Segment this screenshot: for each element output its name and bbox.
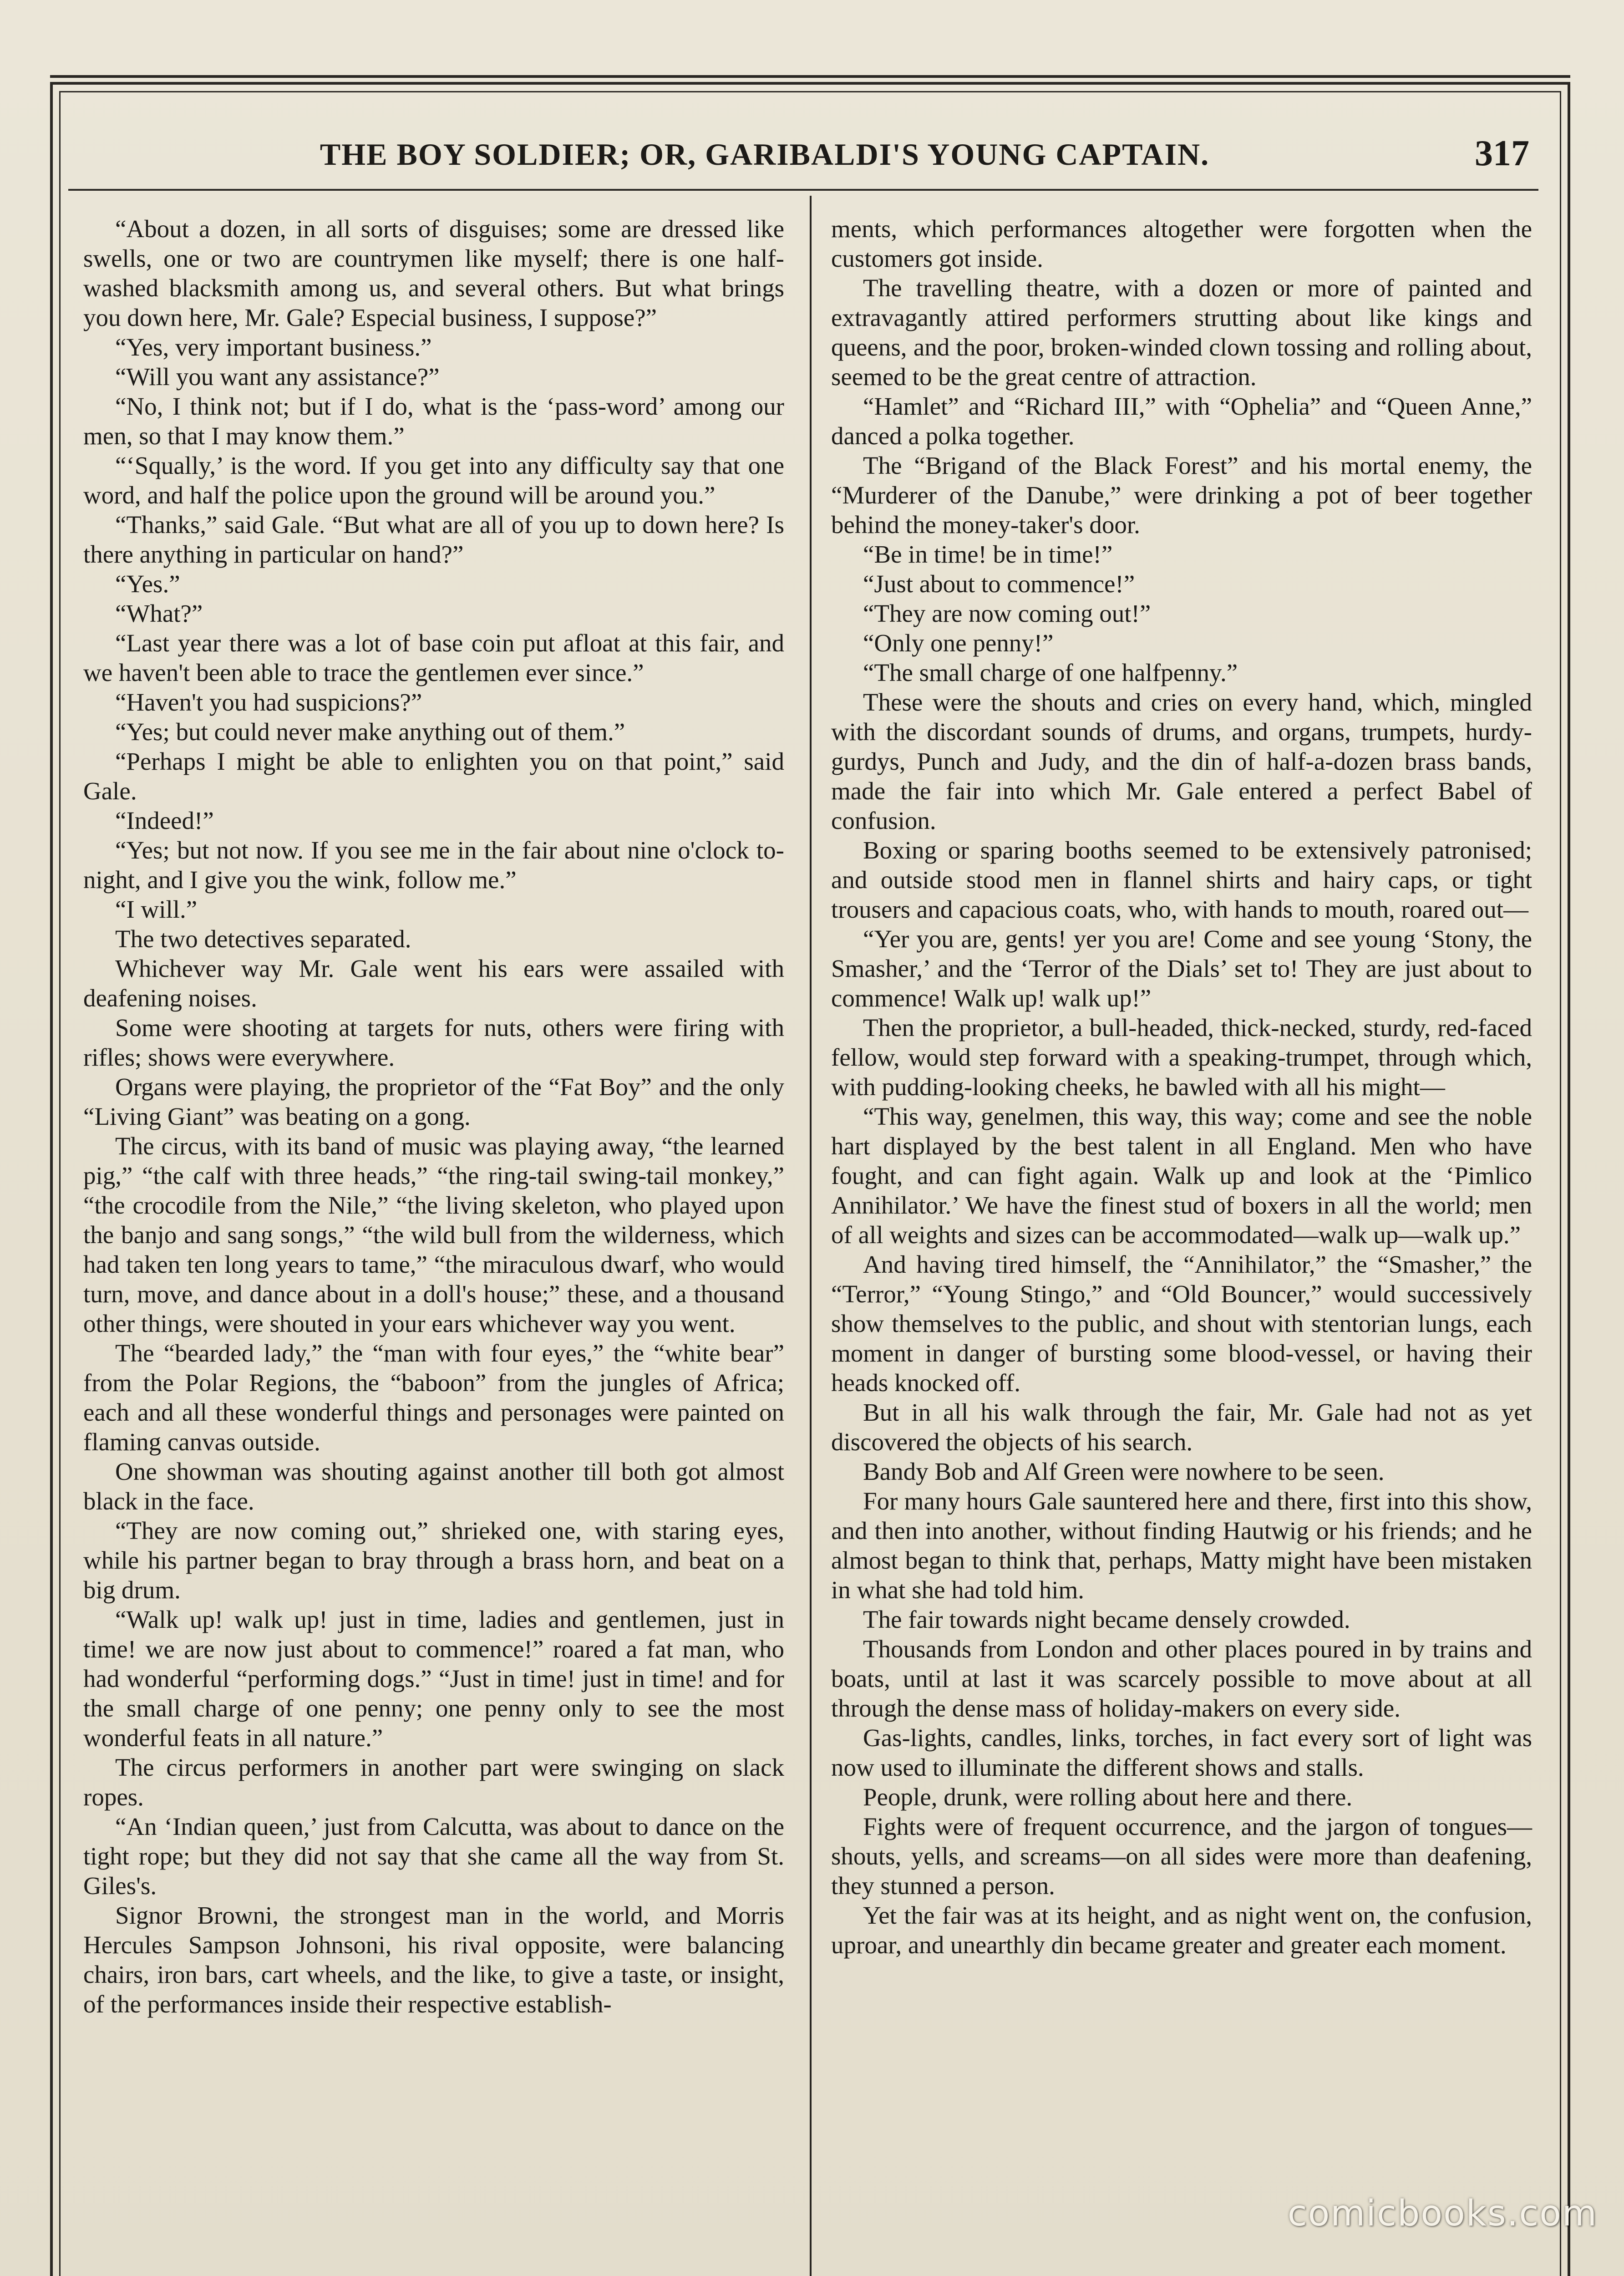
paragraph: “‘Squally,’ is the word. If you get into any difficulty say that one word, and half the police upon the ground will be around you.” — [83, 452, 784, 509]
paragraph: And having tired himself, the “Annihilator,” the “Smasher,” the “Terror,” “Young Stingo,” and “Old Bouncer,” would successively show themselves to the public, and shout with stentorian lungs, each moment in danger of bursting some blood-vessel, or having their heads knocked off. — [831, 1250, 1532, 1397]
paragraph: “Perhaps I might be able to enlighten you on that point,” said Gale. — [83, 747, 784, 805]
paragraph: Signor Browni, the strongest man in the world, and Morris Hercules Sampson Johnsoni, his rival opposite, were balancing chairs, iron bars, cart wheels, and the like, to give a taste, or insight, of the performances inside their respective establish- — [83, 1901, 784, 2018]
paragraph: ments, which performances altogether were forgotten when the customers got inside. — [831, 215, 1532, 272]
paragraph: “Be in time! be in time!” — [863, 540, 1113, 568]
paragraph: One showman was shouting against another till both got almost black in the face. — [83, 1458, 784, 1515]
header-rule — [68, 189, 1538, 191]
paragraph: “Only one penny!” — [863, 629, 1054, 657]
paragraph: “What?” — [115, 599, 203, 627]
paragraph: Gas-lights, candles, links, torches, in fact every sort of light was now used to illuminate the different shows and stalls. — [831, 1724, 1532, 1781]
paragraph: “Last year there was a lot of base coin put afloat at this fair, and we haven't been able to trace the gentlemen ever since.” — [83, 629, 784, 686]
paragraph: The circus, with its band of music was playing away, “the learned pig,” “the calf with three heads,” “the ring-tail swing-tail monkey,” “the crocodile from the Nile,” “the living skeleton, who played upon the banjo and sang songs,” “the wild bull from the wilderness, which had taken ten long years to tame,” “the miraculous dwarf, who would turn, move, and dance about in a doll's house;” these, and a thousand other things, were shouted in your ears whichever way you went. — [83, 1132, 784, 1337]
paragraph: “I will.” — [115, 895, 198, 923]
paragraph: These were the shouts and cries on every hand, which, mingled with the discordant sounds of drums, and organs, trumpets, hurdy-gurdys, Punch and Judy, and the din of half-a-dozen brass bands, made the fair into which Mr. Gale entered a perfect Babel of confusion. — [831, 688, 1532, 834]
paragraph: The circus performers in another part were swinging on slack ropes. — [83, 1753, 784, 1811]
paragraph: But in all his walk through the fair, Mr. Gale had not as yet discovered the objects of his search. — [831, 1398, 1532, 1456]
column-divider — [810, 196, 812, 2276]
paragraph: Thousands from London and other places poured in by trains and boats, until at last it was scarcely possible to move about at all through the dense mass of holiday-makers on every side. — [831, 1635, 1532, 1722]
paragraph: “Walk up! walk up! just in time, ladies and gentlemen, just in time! we are now just about to commence!” roared a fat man, who had wonderful “performing dogs.” “Just in time! just in time! and for the small charge of one penny; one penny only to see the most wonderful feats in all nature.” — [83, 1605, 784, 1752]
paragraph: Boxing or sparing booths seemed to be extensively patronised; and outside stood men in flannel shirts and hairy caps, or tight trousers and capacious coats, who, with hands to mouth, roared out— — [831, 836, 1532, 923]
paragraph: “Yes; but not now. If you see me in the fair about nine o'clock to-night, and I give you the wink, follow me.” — [83, 836, 784, 894]
paragraph: “This way, genelmen, this way, this way; come and see the noble hart displayed by the best talent in all England. Men who have fought, and can fight again. Walk up and look at the ‘Pimlico Annihilator.’ We have the finest stud of boxers in all the world; men of all weights and sizes can be accommodated—walk up—walk up.” — [831, 1102, 1532, 1249]
paragraph: “An ‘Indian queen,’ just from Calcutta, was about to dance on the tight rope; but they did not say that she came all the way from St. Giles's. — [83, 1813, 784, 1900]
paragraph: For many hours Gale sauntered here and there, first into this show, and then into another, without finding Hautwig or his friends; and he almost began to think that, perhaps, Matty might have been mistaken in what she had told him. — [831, 1487, 1532, 1604]
paragraph: The fair towards night became densely crowded. — [863, 1605, 1350, 1633]
paragraph: “Thanks,” said Gale. “But what are all of you up to down here? Is there anything in particular on hand?” — [83, 511, 784, 568]
paragraph: People, drunk, were rolling about here and there. — [863, 1783, 1353, 1811]
left-column — [83, 214, 784, 2019]
paragraph: “The small charge of one halfpenny.” — [863, 659, 1238, 686]
page-number: 317 — [1475, 133, 1529, 173]
paragraph: Bandy Bob and Alf Green were nowhere to be seen. — [863, 1458, 1385, 1485]
running-title: THE BOY SOLDIER; OR, GARIBALDI'S YOUNG CAPTAIN. — [320, 137, 1210, 172]
paragraph: “Yes; but could never make anything out of them.” — [115, 718, 625, 746]
paragraph: “Just about to commence!” — [863, 570, 1135, 598]
paragraph: Yet the fair was at its height, and as night went on, the confusion, uproar, and unearthly din became greater and greater each moment. — [831, 1901, 1532, 1959]
paragraph: “They are now coming out!” — [863, 599, 1151, 627]
paragraph: “No, I think not; but if I do, what is the ‘pass-word’ among our men, so that I may know them.” — [83, 392, 784, 450]
paragraph: Fights were of frequent occurrence, and the jargon of tongues—shouts, yells, and screams—on all sides were more than deafening, they stunned a person. — [831, 1813, 1532, 1900]
paragraph: “About a dozen, in all sorts of disguises; some are dressed like swells, one or two are countrymen like myself; there is one half-washed blacksmith among us, and several others. But what brings you down here, Mr. Gale? Especial business, I suppose?” — [83, 215, 784, 331]
running-header — [68, 133, 1538, 187]
top-rule — [50, 75, 1570, 78]
paragraph: “Haven't you had suspicions?” — [115, 688, 422, 716]
paragraph: “Indeed!” — [115, 807, 214, 834]
paragraph: “Will you want any assistance?” — [115, 363, 440, 391]
paragraph: “Yes.” — [115, 570, 180, 598]
paragraph: “Yes, very important business.” — [115, 333, 432, 361]
paragraph: The “Brigand of the Black Forest” and his mortal enemy, the “Murderer of the Danube,” were drinking a pot of beer together behind the money-taker's door. — [831, 452, 1532, 539]
paragraph: “They are now coming out,” shrieked one, with staring eyes, while his partner began to bray through a brass horn, and beat on a big drum. — [83, 1517, 784, 1604]
right-column — [831, 214, 1532, 1960]
paragraph: The travelling theatre, with a dozen or more of painted and extravagantly attired performers strutting about like kings and queens, and the poor, broken-winded clown tossing and rolling about, seemed to be the great centre of attraction. — [831, 274, 1532, 391]
paragraph: “Hamlet” and “Richard III,” with “Ophelia” and “Queen Anne,” danced a polka together. — [831, 392, 1532, 450]
paragraph: Organs were playing, the proprietor of the “Fat Boy” and the only “Living Giant” was beating on a gong. — [83, 1073, 784, 1130]
paragraph: Then the proprietor, a bull-headed, thick-necked, sturdy, red-faced fellow, would step forward with a speaking-trumpet, through which, with pudding-looking cheeks, he bawled with all his might— — [831, 1014, 1532, 1101]
paragraph: Whichever way Mr. Gale went his ears were assailed with deafening noises. — [83, 955, 784, 1012]
paragraph: The “bearded lady,” the “man with four eyes,” the “white bear” from the Polar Regions, the “baboon” from the jungles of Africa; each and all these wonderful things and personages were painted on flaming canvas outside. — [83, 1339, 784, 1456]
paragraph: The two detectives separated. — [115, 925, 411, 953]
paragraph: “Yer you are, gents! yer you are! Come and see young ‘Stony, the Smasher,’ and the ‘Terror of the Dials’ set to! They are just about to commence! Walk up! walk up!” — [831, 925, 1532, 1012]
watermark: comicbooks.com — [1287, 2193, 1598, 2234]
paragraph: Some were shooting at targets for nuts, others were firing with rifles; shows were everywhere. — [83, 1014, 784, 1071]
